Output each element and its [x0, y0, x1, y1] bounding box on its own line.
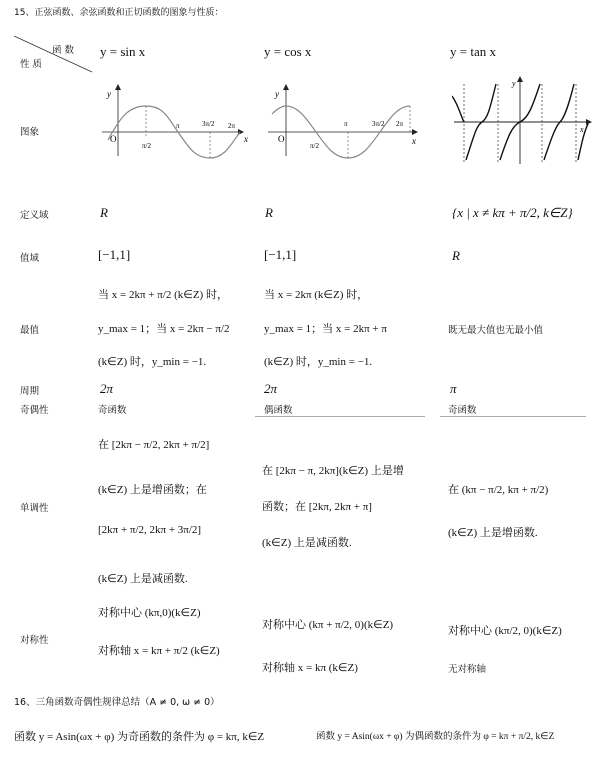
sin-period: 2π: [100, 381, 114, 396]
sin-mono-increasing-text: (k∈Z) 上是增函数；在: [98, 484, 207, 496]
cos-graph: [264, 80, 424, 160]
sin-graph-3half-pi: 3π/2: [202, 120, 215, 128]
cos-extrema-min: y_max = 1；当 x = 2kπ + π: [264, 323, 387, 335]
cos-symmetry-axis: 对称轴 x = kπ (k∈Z): [262, 662, 358, 674]
sin-graph-x-label: x: [244, 134, 248, 144]
parity-separator-cos: [255, 416, 425, 417]
tan-graph-x-label: x: [580, 125, 584, 134]
cos-extrema-max: 当 x = 2kπ (k∈Z) 时，: [264, 289, 369, 301]
section-16-even-condition: 函数 y = Asin(ωx + φ) 为偶函数的条件为 φ = kπ + π/2, k∈Z: [316, 732, 555, 742]
sin-graph-2pi: 2π: [228, 122, 236, 130]
cos-extrema-min-cond: (k∈Z) 时，y_min = −1.: [264, 356, 373, 368]
row-label-extrema: 最值: [20, 325, 40, 336]
sin-domain: R: [100, 205, 108, 220]
tan-mono-text: (k∈Z) 上是增函数.: [448, 527, 538, 539]
row-label-monotonicity: 单调性: [20, 503, 49, 514]
parity-separator-tan: [440, 416, 586, 417]
tan-period: π: [450, 381, 457, 396]
sin-graph-half-pi: π/2: [142, 142, 151, 150]
section-16-title: 16、三角函数奇偶性规律总结（A ≠ 0, ω ≠ 0）: [14, 697, 220, 708]
tan-graph-y-label: y: [512, 79, 516, 88]
sin-extrema-min: y_max = 1；当 x = 2kπ − π/2: [98, 323, 230, 335]
cos-graph-origin: O: [278, 134, 285, 144]
sin-extrema-max: 当 x = 2kπ + π/2 (k∈Z) 时，: [98, 289, 228, 301]
sin-graph-origin: O: [110, 134, 117, 144]
tan-range: R: [452, 248, 460, 263]
cos-graph-3half-pi: 3π/2: [372, 120, 385, 128]
cos-graph-half-pi: π/2: [310, 142, 319, 150]
header-sin: y = sin x: [100, 44, 146, 59]
section-16-odd-condition: 函数 y = Asin(ωx + φ) 为奇函数的条件为 φ = kπ, k∈Z: [14, 731, 265, 743]
tan-mono-interval: 在 (kπ − π/2, kπ + π/2): [448, 484, 549, 496]
sin-symmetry-center: 对称中心 (kπ,0)(k∈Z): [98, 607, 201, 619]
tan-symmetry-center: 对称中心 (kπ/2, 0)(k∈Z): [448, 625, 562, 637]
header-cos: y = cos x: [264, 44, 312, 59]
row-label-symmetry: 对称性: [20, 635, 49, 646]
sin-graph-y-label: y: [107, 89, 111, 99]
section-15-title: 15、正弦函数、余弦函数和正切函数的图象与性质：: [14, 8, 224, 18]
cos-mono-increasing: 在 [2kπ − π, 2kπ](k∈Z) 上是增: [262, 465, 404, 477]
tan-extrema: 既无最大值也无最小值: [448, 325, 544, 336]
cos-graph-2pi: 2π: [396, 120, 404, 128]
cos-parity: 偶函数: [264, 405, 293, 416]
sin-extrema-min-cond: (k∈Z) 时，y_min = −1.: [98, 356, 207, 368]
row-label-parity: 奇偶性: [20, 405, 49, 416]
cos-mono-decreasing-interval: 函数；在 [2kπ, 2kπ + π]: [262, 501, 372, 513]
row-label-range: 值域: [20, 253, 40, 264]
cos-domain: R: [265, 205, 273, 220]
cos-graph-pi: π: [344, 120, 348, 128]
row-label-period: 周期: [20, 386, 40, 397]
cos-period: 2π: [264, 381, 278, 396]
sin-mono-increasing-interval: 在 [2kπ − π/2, 2kπ + π/2]: [98, 439, 210, 451]
cos-symmetry-center: 对称中心 (kπ + π/2, 0)(k∈Z): [262, 619, 394, 631]
tan-parity: 奇函数: [448, 405, 477, 416]
tan-domain: {x | x ≠ kπ + π/2, k∈Z}: [452, 205, 573, 220]
sin-graph: [98, 80, 248, 160]
cos-graph-y-label: y: [275, 89, 279, 99]
corner-label-property: 性 质: [20, 59, 43, 70]
cos-mono-decreasing-text: (k∈Z) 上是减函数.: [262, 537, 352, 549]
corner-label-function: 函 数: [52, 45, 75, 56]
sin-parity: 奇函数: [98, 405, 127, 416]
sin-mono-decreasing-interval: [2kπ + π/2, 2kπ + 3π/2]: [98, 524, 202, 536]
sin-mono-decreasing-text: (k∈Z) 上是减函数.: [98, 573, 188, 585]
sin-symmetry-axis: 对称轴 x = kπ + π/2 (k∈Z): [98, 645, 220, 657]
header-tan: y = tan x: [450, 44, 496, 59]
row-label-domain: 定义域: [20, 210, 49, 221]
sin-range: [−1,1]: [98, 247, 131, 262]
tan-graph: [452, 76, 592, 166]
cos-range: [−1,1]: [264, 247, 297, 262]
row-label-graph: 图象: [20, 127, 40, 138]
tan-symmetry-axis: 无对称轴: [448, 664, 487, 675]
sin-graph-pi: π: [176, 122, 180, 130]
cos-graph-x-label: x: [412, 136, 416, 146]
